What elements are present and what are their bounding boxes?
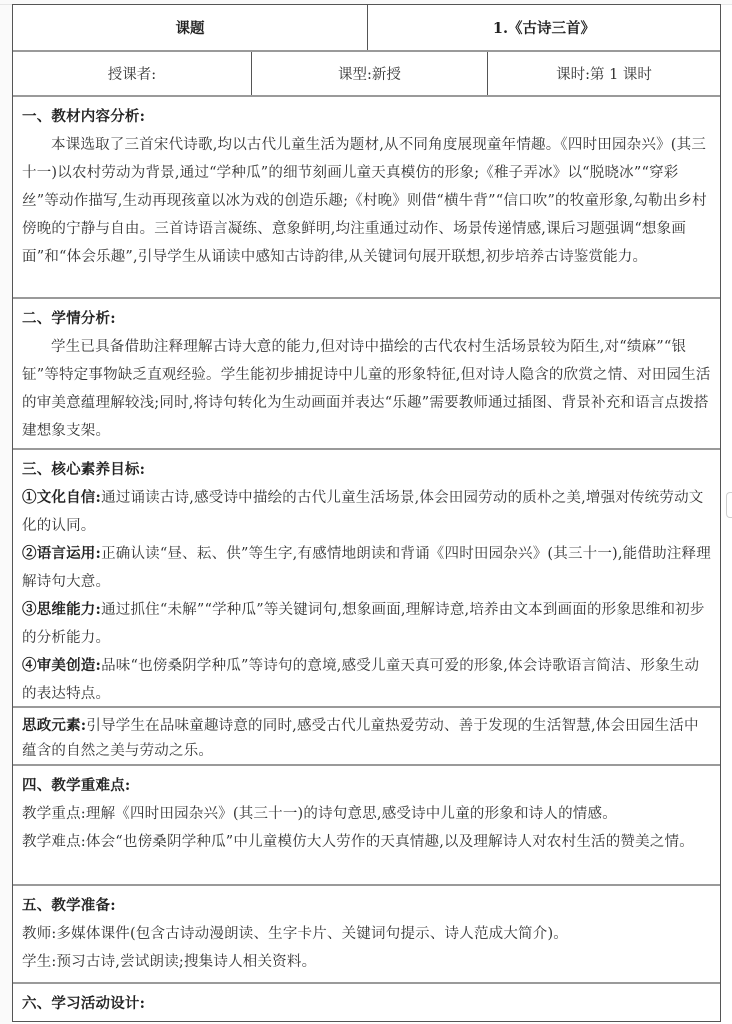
- section-activities-row: [13, 984, 720, 1021]
- title-label-cell: 课题: [175, 20, 205, 37]
- section-analysis: [13, 97, 720, 297]
- goal-lead: ②语言运用:: [22, 545, 102, 562]
- section-heading: 一、教材内容分析:: [22, 108, 146, 125]
- section-heading: 五、教学准备:: [22, 897, 116, 914]
- section-ideology-row: [13, 708, 720, 766]
- section-body: 学生已具备借助注释理解古诗大意的能力,但对诗中描绘的古代农村生活场景较为陌生,对“绩麻”“银钲”等特定事物缺乏直观经验。学生能初步捕捉诗中儿童的形象特征,但对诗人隐含的欣赏之情、对田园生活的审美意蕴理解较浅;同时,将诗句转化为生动画面并表达“乐趣”需要教师通过插图、背景补充和语言点拨搭建想象支架。: [22, 339, 711, 439]
- ideology-lead: 思政元素:: [22, 717, 87, 734]
- key-focus: 教学重点:理解《四时田园杂兴》(其三十一)的诗句意思,感受诗中儿童的形象和诗人的情感。: [22, 806, 617, 822]
- section-learners: [13, 299, 720, 448]
- goal-text: 通过抓住“未解”“学种瓜”等关键词句,想象画面,理解诗意,培养由文本到画面的形象思维和初步的分析能力。: [22, 602, 705, 646]
- section-heading: 四、教学重难点:: [22, 777, 131, 794]
- section-heading: 二、学情分析:: [22, 310, 116, 327]
- goal-item: [22, 484, 712, 540]
- goal-item: [22, 540, 712, 596]
- lesson-type-cell: 课型:新授: [251, 52, 487, 95]
- side-panel-handle[interactable]: [726, 492, 732, 518]
- section-heading: 三、核心素养目标:: [22, 461, 146, 478]
- goal-item: [22, 596, 712, 652]
- goal-text: 品味“也傍桑阴学种瓜”等诗句的意境,感受儿童天真可爱的形象,体会诗歌语言简洁、形象生动的表达特点。: [22, 658, 700, 702]
- goal-lead: ①文化自信:: [22, 489, 102, 506]
- lesson-plan-table: [12, 4, 721, 1022]
- teacher-cell: 授课者:: [107, 67, 157, 83]
- title-row: [13, 5, 720, 52]
- prep-student: 学生:预习古诗,尝试朗读;搜集诗人相关资料。: [22, 954, 317, 970]
- title-value-cell: 1.《古诗三首》: [367, 5, 720, 50]
- section-heading: 六、学习活动设计:: [22, 995, 146, 1012]
- section-keypoints: [13, 766, 702, 884]
- goal-text: 通过诵读古诗,感受诗中描绘的古代儿童生活场景,体会田园劳动的质朴之美,增强对传统劳动文化的认同。: [22, 490, 704, 534]
- section-learners-row: [13, 299, 720, 450]
- section-goals: [13, 450, 720, 706]
- section-ideology: [13, 708, 720, 764]
- section-preparation-row: [13, 886, 720, 984]
- goal-lead: ③思维能力:: [22, 601, 102, 618]
- page-gutter: [0, 0, 12, 1024]
- ideology-paragraph: [22, 713, 712, 764]
- section-activities: [13, 984, 153, 1021]
- ideology-text: 引导学生在品味童趣诗意的同时,感受古代儿童热爱劳动、善于发现的生活智慧,体会田园生活中蕴含的自然之美与劳动之乐。: [22, 718, 699, 759]
- goal-item: [22, 652, 712, 708]
- section-preparation: [13, 886, 576, 982]
- meta-row: [13, 52, 720, 97]
- prep-teacher: 教师:多媒体课件(包含古诗动漫朗读、生字卡片、关键词句提示、诗人范成大简介)。: [22, 926, 568, 942]
- key-difficulty: 教学难点:体会“也傍桑阴学种瓜”中儿童模仿大人劳作的天真情趣,以及理解诗人对农村生活的赞美之情。: [22, 834, 694, 850]
- section-keypoints-row: [13, 766, 720, 886]
- section-body: 本课选取了三首宋代诗歌,均以古代儿童生活为题材,从不同角度展现童年情趣。《四时田园杂兴》(其三十一)以农村劳动为背景,通过“学种瓜”的细节刻画儿童天真模仿的形象;《稚子弄冰》以“脱晓冰”“穿彩丝”等动作描写,生动再现孩童以冰为戏的创造乐趣;《村晚》则借“横牛背”“信口吹”的牧童形象,勾勒出乡村傍晚的宁静与自由。三首诗语言凝练、意象鲜明,均注重通过动作、场景传递情感,课后习题强调“想象画面”和“体会乐趣”,引导学生从诵读中感知古诗韵律,从关键词句展开联想,初步培养古诗鉴赏能力。: [22, 137, 707, 265]
- section-analysis-row: [13, 97, 720, 299]
- goal-text: 正确认读“昼、耘、供”等生字,有感情地朗读和背诵《四时田园杂兴》(其三十一),能借助注释理解诗句大意。: [22, 546, 711, 590]
- goal-lead: ④审美创造:: [22, 657, 102, 674]
- lesson-hours-cell: 课时:第 1 课时: [487, 52, 720, 95]
- section-goals-row: [13, 450, 720, 708]
